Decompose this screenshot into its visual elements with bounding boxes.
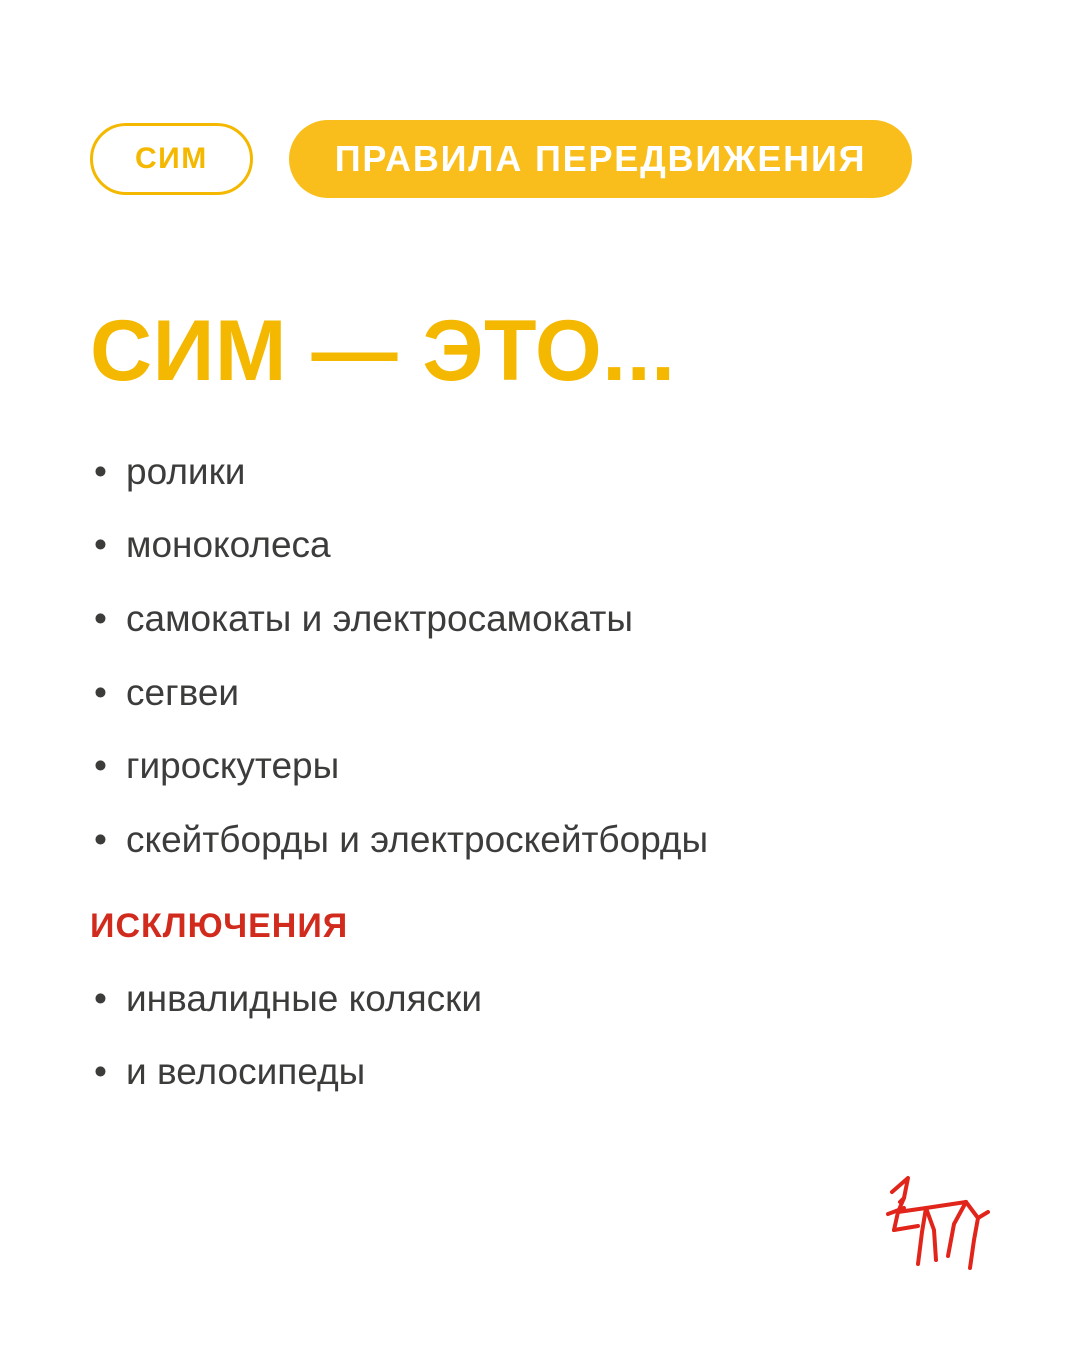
list-item-label: скейтборды и электроскейтборды <box>126 819 709 861</box>
list-item-label: самокаты и электросамокаты <box>126 597 633 639</box>
list-item <box>90 820 990 861</box>
bullet-icon: • <box>94 745 107 787</box>
bullet-icon: • <box>94 977 107 1019</box>
list-item-label: ролики <box>126 450 246 492</box>
list-item-label: гироскутеры <box>126 745 340 787</box>
header-pill-row <box>90 120 990 198</box>
list-item-label: инвалидные коляски <box>126 977 482 1019</box>
bullet-icon: • <box>94 671 107 713</box>
list-item <box>90 1052 990 1093</box>
bullet-icon: • <box>94 524 107 566</box>
list-item <box>90 452 990 493</box>
horse-logo-icon <box>874 1168 994 1278</box>
bullet-icon: • <box>94 450 107 492</box>
list-item <box>90 746 990 787</box>
category-tag: СИМ <box>90 123 253 195</box>
banner-title: ПРАВИЛА ПЕРЕДВИЖЕНИЯ <box>289 120 913 198</box>
list-item <box>90 525 990 566</box>
list-item-label: моноколеса <box>126 524 331 566</box>
bullet-icon: • <box>94 597 107 639</box>
page-title: СИМ — ЭТО... <box>90 303 676 399</box>
list-item <box>90 599 990 640</box>
list-item-label: и велосипеды <box>126 1051 366 1093</box>
list-item-label: сегвеи <box>126 671 240 713</box>
exceptions-list <box>90 979 990 1093</box>
bullet-icon: • <box>94 1051 107 1093</box>
exceptions-heading: ИСКЛЮЧЕНИЯ <box>90 906 349 945</box>
list-item <box>90 673 990 714</box>
list-item <box>90 979 990 1020</box>
sim-list <box>90 452 990 861</box>
bullet-icon: • <box>94 819 107 861</box>
